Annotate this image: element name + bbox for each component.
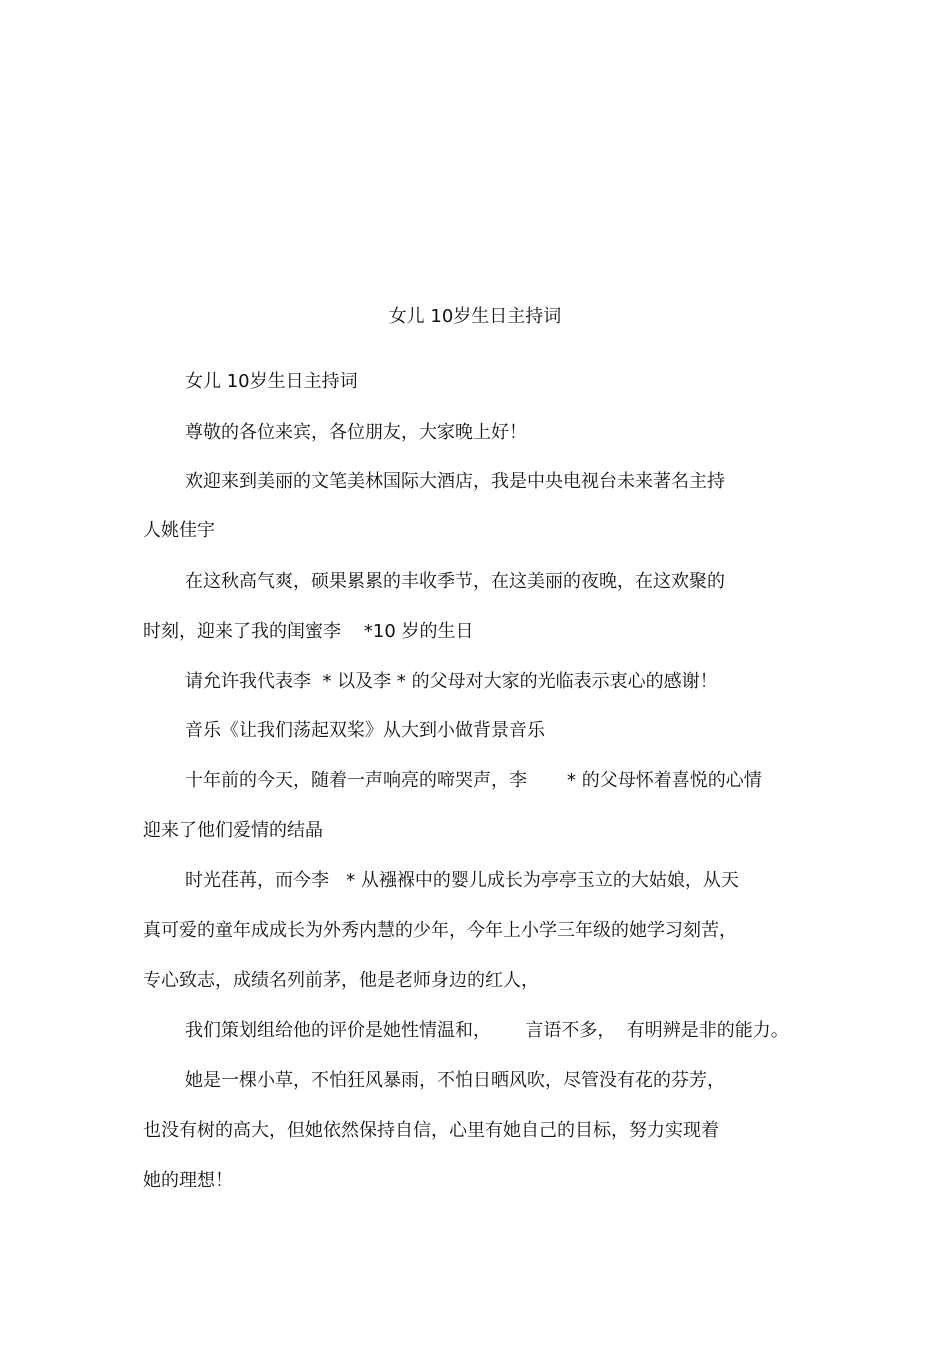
paragraph-line: 她的理想！ bbox=[143, 1170, 233, 1191]
paragraph-line: 她是一棵小草，不怕狂风暴雨，不怕日晒风吹，尽管没有花的芬芳， bbox=[185, 1070, 725, 1091]
paragraph-line: 欢迎来到美丽的文笔美林国际大酒店，我是中央电视台未来著名主持 bbox=[185, 471, 725, 492]
paragraph-line: 也没有树的高大，但她依然保持自信，心里有她自己的目标，努力实现着 bbox=[143, 1120, 719, 1141]
paragraph-line: 十年前的今天，随着一声响亮的啼哭声，李 * 的父母怀着喜悦的心情 bbox=[185, 770, 762, 791]
paragraph-line: 迎来了他们爱情的结晶 bbox=[143, 820, 323, 841]
paragraph-line: 专心致志，成绩名列前茅，他是老师身边的红人， bbox=[143, 970, 539, 991]
paragraph-line: 女儿 10岁生日主持词 bbox=[185, 371, 358, 392]
paragraph-line: 音乐《让我们荡起双桨》从大到小做背景音乐 bbox=[185, 720, 545, 741]
paragraph-line: 在这秋高气爽，硕果累累的丰收季节，在这美丽的夜晚，在这欢聚的 bbox=[185, 571, 725, 592]
paragraph-line: 请允许我代表李 * 以及李 * 的父母对大家的光临表示衷心的感谢！ bbox=[185, 671, 718, 692]
paragraph-line: 时刻，迎来了我的闺蜜李 *10 岁的生日 bbox=[143, 621, 474, 642]
paragraph-line: 我们策划组给他的评价是她性情温和， 言语不多， 有明辨是非的能力。 bbox=[185, 1020, 789, 1041]
paragraph-line: 时光荏苒，而今李 * 从襁褓中的婴儿成长为亭亭玉立的大姑娘，从天 bbox=[185, 870, 739, 891]
document-title: 女儿 10岁生日主持词 bbox=[388, 306, 562, 327]
paragraph-line: 尊敬的各位来宾，各位朋友，大家晚上好！ bbox=[185, 422, 527, 443]
paragraph-line: 真可爱的童年成成长为外秀内慧的少年，今年上小学三年级的她学习刻苦， bbox=[143, 920, 737, 941]
paragraph-line: 人姚佳宇 bbox=[143, 520, 215, 541]
